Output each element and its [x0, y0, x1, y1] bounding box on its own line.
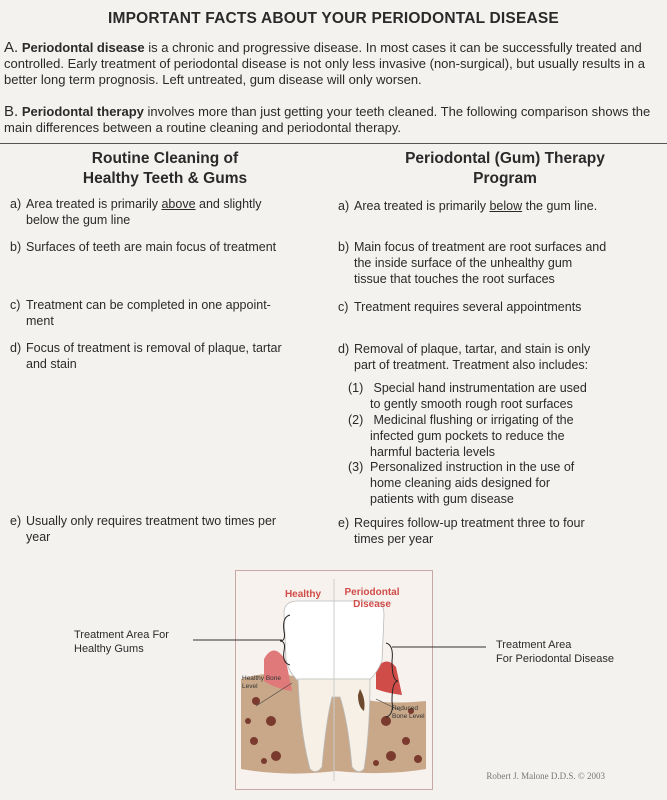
intro-b-term: Periodontal therapy	[21, 104, 144, 119]
item-letter: b)	[10, 240, 22, 254]
item-text: and stain	[26, 357, 77, 371]
item-letter: a)	[10, 197, 22, 211]
sub-item-number: (3)	[348, 460, 364, 474]
emphasis-above: above	[161, 197, 196, 211]
author-credit: Robert J. Malone D.D.S. © 2003	[486, 771, 605, 781]
item-text: and slightly	[195, 197, 262, 211]
item-letter: e)	[338, 516, 350, 530]
intro-b-letter: B.	[4, 103, 19, 120]
item-text: tissue that touches the root surfaces	[354, 272, 555, 286]
item-text: Removal of plaque, tartar, and stain is only	[354, 342, 591, 356]
sub-item-text: home cleaning aids designed for	[370, 476, 550, 490]
intro-a-term: Periodontal disease	[21, 40, 145, 55]
sub-item-text: harmful bacteria levels	[370, 445, 496, 459]
item-text: Treatment requires several appointments	[354, 300, 582, 314]
item-text: the inside surface of the unhealthy gum	[354, 256, 573, 270]
label-periodontal-line1: Periodontal	[344, 587, 400, 598]
item-text: Surfaces of teeth are main focus of treatment	[26, 240, 277, 254]
callout-left-line1: Treatment Area For	[74, 629, 169, 641]
callout-left-line2: Healthy Gums	[74, 643, 144, 655]
callout-right-line2: For Periodontal Disease	[496, 653, 615, 665]
healthy-bone-line2: Level	[242, 683, 258, 690]
sub-item-text: patients with gum disease	[370, 492, 514, 506]
callout-right-line1: Treatment Area	[496, 639, 572, 651]
item-text: times per year	[354, 532, 434, 546]
item-text: Area treated is primarily	[26, 197, 162, 211]
label-periodontal-line2: Disease	[353, 599, 391, 610]
item-text: ment	[26, 314, 54, 328]
intro-a-letter: A.	[4, 39, 19, 56]
sub-item-text: Special hand instrumentation are used	[373, 381, 587, 395]
sub-item-text: Medicinal flushing or irrigating of the	[373, 413, 574, 427]
item-text: Usually only requires treatment two times per	[26, 514, 277, 528]
left-heading-line2: Healthy Teeth & Gums	[82, 170, 248, 187]
item-letter: c)	[338, 300, 349, 314]
sub-item-text: infected gum pockets to reduce the	[370, 429, 565, 443]
sub-item-text: Personalized instruction in the use of	[370, 460, 575, 474]
item-letter: d)	[338, 342, 350, 356]
item-letter: c)	[10, 298, 21, 312]
reduced-bone-line1: Reduced	[392, 705, 419, 712]
item-letter: b)	[338, 240, 350, 254]
item-text: Area treated is primarily	[354, 199, 490, 213]
item-text: Focus of treatment is removal of plaque, tartar	[26, 341, 282, 355]
item-letter: d)	[10, 341, 22, 355]
item-text: year	[26, 530, 51, 544]
intro-b-text: involves more than just getting your teeth cleaned. The following comparison shows the main differences between a routine cleaning and periodontal therapy.	[4, 104, 651, 135]
reduced-bone-line2: Bone Level	[392, 713, 425, 720]
sub-item-number: (2)	[348, 413, 364, 427]
item-text: Treatment can be completed in one appoint-	[26, 298, 271, 312]
item-letter: e)	[10, 514, 22, 528]
item-text: Requires follow-up treatment three to four	[354, 516, 585, 530]
callout-healthy-gums	[74, 628, 169, 656]
label-healthy: Healthy	[284, 589, 322, 600]
sub-item-number: (1)	[348, 381, 364, 395]
page-title: IMPORTANT FACTS ABOUT YOUR PERIODONTAL DISEASE	[108, 10, 559, 27]
callout-periodontal-disease	[496, 638, 614, 666]
healthy-bone-line1: Healthy Bone	[242, 675, 282, 682]
right-heading-line2: Program	[473, 170, 537, 187]
item-text: Main focus of treatment are root surfaces and	[354, 240, 607, 254]
intro-a-text: is a chronic and progressive disease. In most cases it can be successfully treated and controlled. Early treatment of periodontal disease is not only less invasive (non-surgical), but usually results in a better long term prognosis. Left untreated, gum disease will only worsen.	[4, 40, 645, 87]
sub-item-text: to gently smooth rough root surfaces	[370, 397, 573, 411]
item-text: the gum line.	[522, 199, 598, 213]
right-heading-line1: Periodontal (Gum) Therapy	[405, 150, 605, 167]
item-text: part of treatment. Treatment also includes:	[354, 358, 589, 372]
item-text: below the gum line	[26, 213, 131, 227]
left-heading-line1: Routine Cleaning of	[91, 150, 239, 167]
item-letter: a)	[338, 199, 350, 213]
emphasis-below: below	[489, 199, 523, 213]
